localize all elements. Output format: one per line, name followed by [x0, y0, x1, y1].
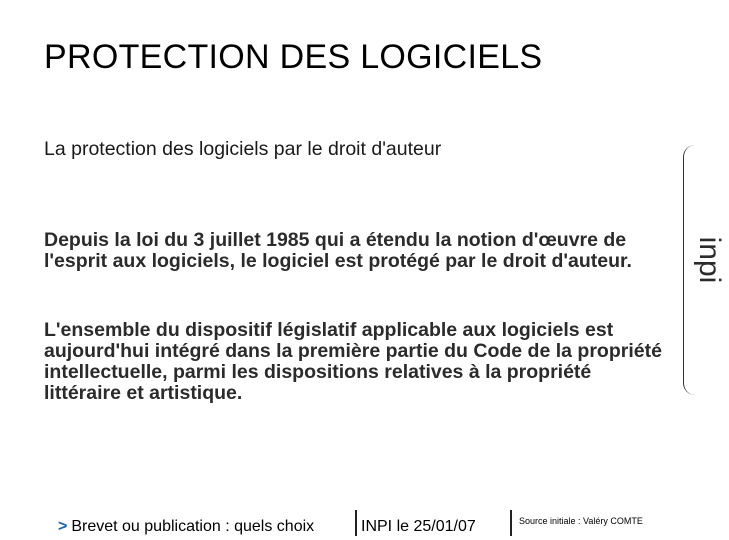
- footer-separator: [355, 510, 357, 536]
- slide-title: PROTECTION DES LOGICIELS: [44, 38, 543, 76]
- slide-subtitle: La protection des logiciels par le droit d'auteur: [44, 138, 442, 160]
- slide-footer: [0, 508, 720, 540]
- paragraph-2: L'ensemble du dispositif législatif applicable aux logiciels est aujourd'hui intégré dans la première partie du Code de la propriété intellectuelle, parmi les dispositions relatives à la propriété littéraire et artistique.: [44, 319, 662, 404]
- footer-separator: [510, 510, 512, 536]
- footer-nav-link[interactable]: [58, 518, 314, 536]
- footer-nav-label: Brevet ou publication : quels choix: [71, 518, 315, 535]
- paragraph-1: Depuis la loi du 3 juillet 1985 qui a étendu la notion d'œuvre de l'esprit aux logiciels, le logiciel est protégé par le droit d'auteur.: [44, 229, 632, 272]
- footer-source: Source initiale : Valéry COMTE: [519, 516, 643, 526]
- arrow-right-icon: >: [58, 518, 68, 535]
- footer-date: INPI le 25/01/07: [361, 518, 476, 535]
- inpi-logo: inpi: [693, 236, 726, 284]
